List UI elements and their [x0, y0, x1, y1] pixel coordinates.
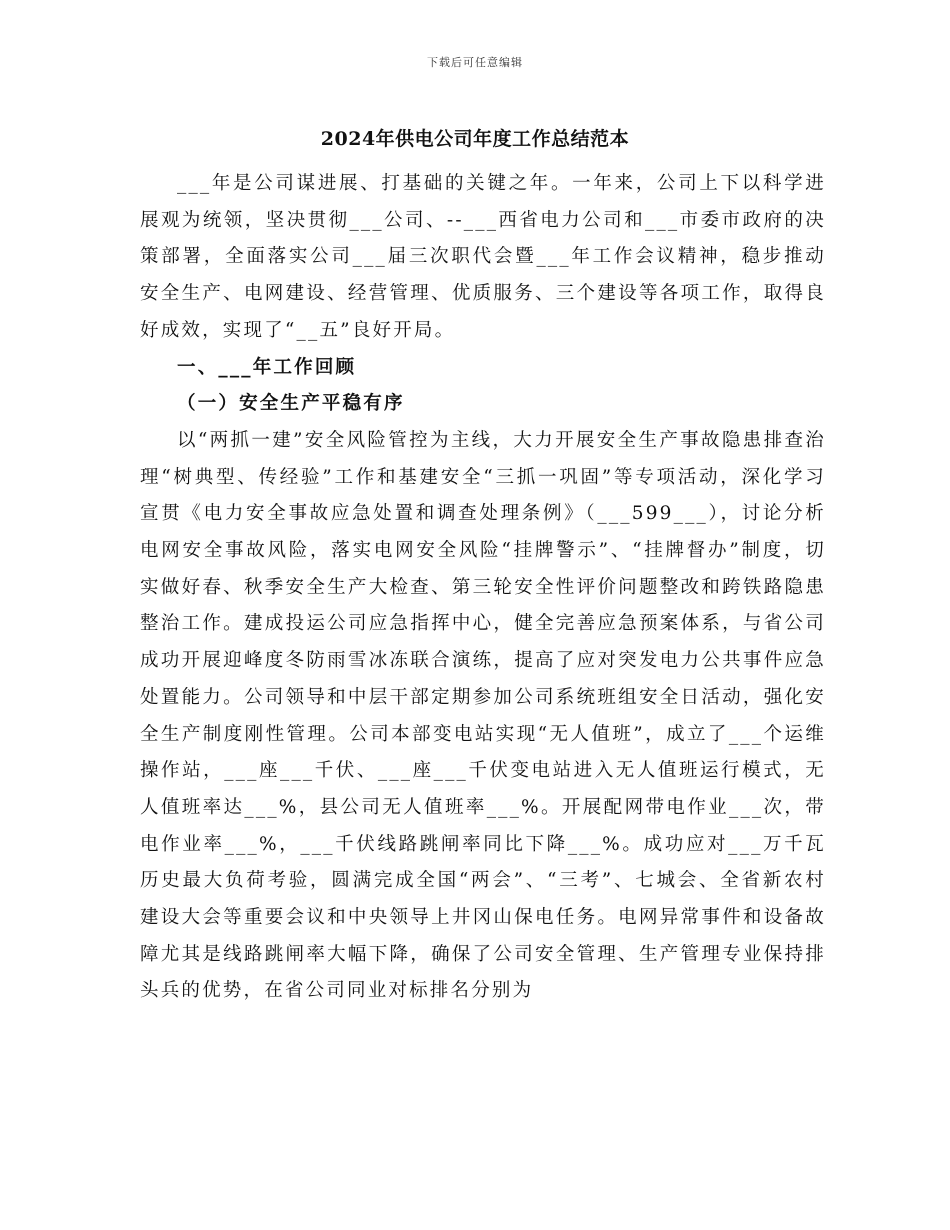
section-heading: 一、___年工作回顾	[177, 356, 357, 378]
subsection-paragraph: 以“两抓一建”安全风险管控为主线，大力开展安全生产事故隐患排查治理“树典型、传经验”工作和基建安全“三抓一巩固”等专项活动，深化学习宣贯《电力安全事故应急处置和调查处理条例》（___599___），讨论分析电网安全事故风险，落实电网安全风险“挂牌警示”、“挂牌督办”制度，切实做好春、秋季安全生产大检查、第三轮安全性评价问题整改和跨铁路隐患整治工作。建成投运公司应急指挥中心，健全完善应急预案体系，与省公司成功开展迎峰度冬防雨雪冰冻联合演练，提高了应对突发电力公共事件应急处置能力。公司领导和中层干部定期参加公司系统班组安全日活动，强化安全生产制度刚性管理。公司本部变电站实现“无人值班”，成立了___个运维操作站，___座___千伏、___座___千伏变电站进入无人值班运行模式，无人值班率达___%，县公司无人值班率___%。开展配网带电作业___次，带电作业率___%，___千伏线路跳闸率同比下降___%。成功应对___万千瓦历史最大负荷考验，圆满完成全国“两会”、“三考”、七城会、全省新农村建设大会等重要会议和中央领导上井冈山保电任务。电网异常事件和设备故障尤其是线路跳闸率大幅下降，确保了公司安全管理、生产管理专业保持排头兵的优势，在省公司同业对标排名分别为	[140, 429, 826, 1002]
subsection-heading: （一）安全生产平稳有序	[177, 393, 405, 415]
intro-paragraph: ___年是公司谋进展、打基础的关键之年。一年来，公司上下以科学进展观为统领，坚决贯彻___公司、--___西省电力公司和___市委市政府的决策部署，全面落实公司___届三次职代会暨___年工作会议精神，稳步推动安全生产、电网建设、经营管理、优质服务、三个建设等各项工作，取得良好成效，实现了“__五”良好开局。	[140, 173, 826, 341]
document-body	[140, 166, 826, 1010]
document-title: 2024年供电公司年度工作总结范本	[320, 128, 630, 150]
header-note: 下载后可任意编辑	[427, 56, 523, 69]
